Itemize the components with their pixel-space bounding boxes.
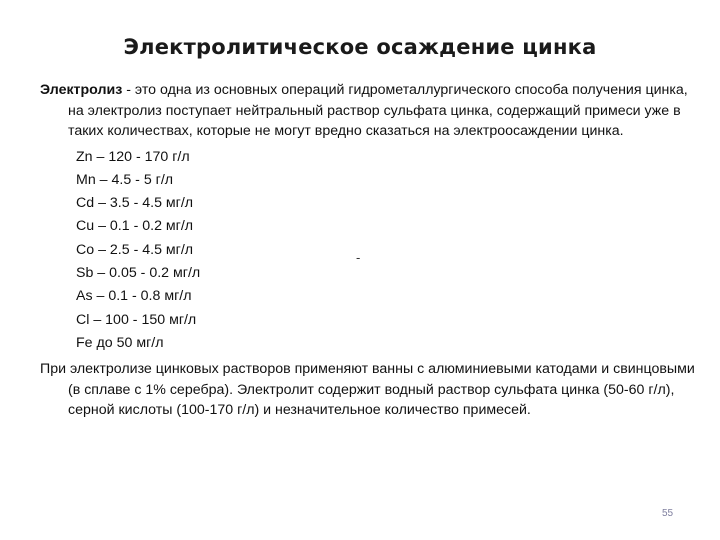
composition-item-sb: Sb – 0.05 - 0.2 мг/л (76, 264, 201, 281)
composition-list (40, 146, 695, 356)
conclusion-paragraph: При электролизе цинковых растворов применяют ванны с алюминиевыми катодами и свинцовыми (в сплаве с 1% серебра). Электролит содержит водный раствор сульфата цинка (50-60 г/л), серной кислоты (100-170 г/л) и незначительное количество примесей. (40, 361, 695, 419)
composition-item-cl: Cl – 100 - 150 мг/л (76, 311, 197, 328)
intro-paragraph (40, 80, 695, 142)
composition-item-mn: Mn – 4.5 - 5 г/л (76, 171, 174, 188)
composition-item-cu: Cu – 0.1 - 0.2 мг/л (76, 218, 194, 235)
stray-mark: - (356, 250, 361, 265)
intro-text: - это одна из основных операций гидрометаллургического способа получения цинка, на электролиз поступает нейтральный раствор сульфата цинка, содержащий примеси уже в таких количествах, которые не могут вредно сказаться на электроосаждении цинка. (68, 82, 688, 139)
composition-item-fe: Fe до 50 мг/л (76, 334, 164, 351)
slide-content (40, 80, 695, 421)
intro-term: Электролиз (40, 82, 123, 98)
composition-item-co: Co – 2.5 - 4.5 мг/л (76, 241, 194, 258)
composition-item-zn: Zn – 120 - 170 г/л (76, 148, 190, 165)
page-number: 55 (662, 508, 674, 519)
composition-item-as: As – 0.1 - 0.8 мг/л (76, 288, 192, 305)
composition-item-cd: Cd – 3.5 - 4.5 мг/л (76, 195, 194, 212)
slide-title: Электролитическое осаждение цинка (123, 35, 597, 59)
